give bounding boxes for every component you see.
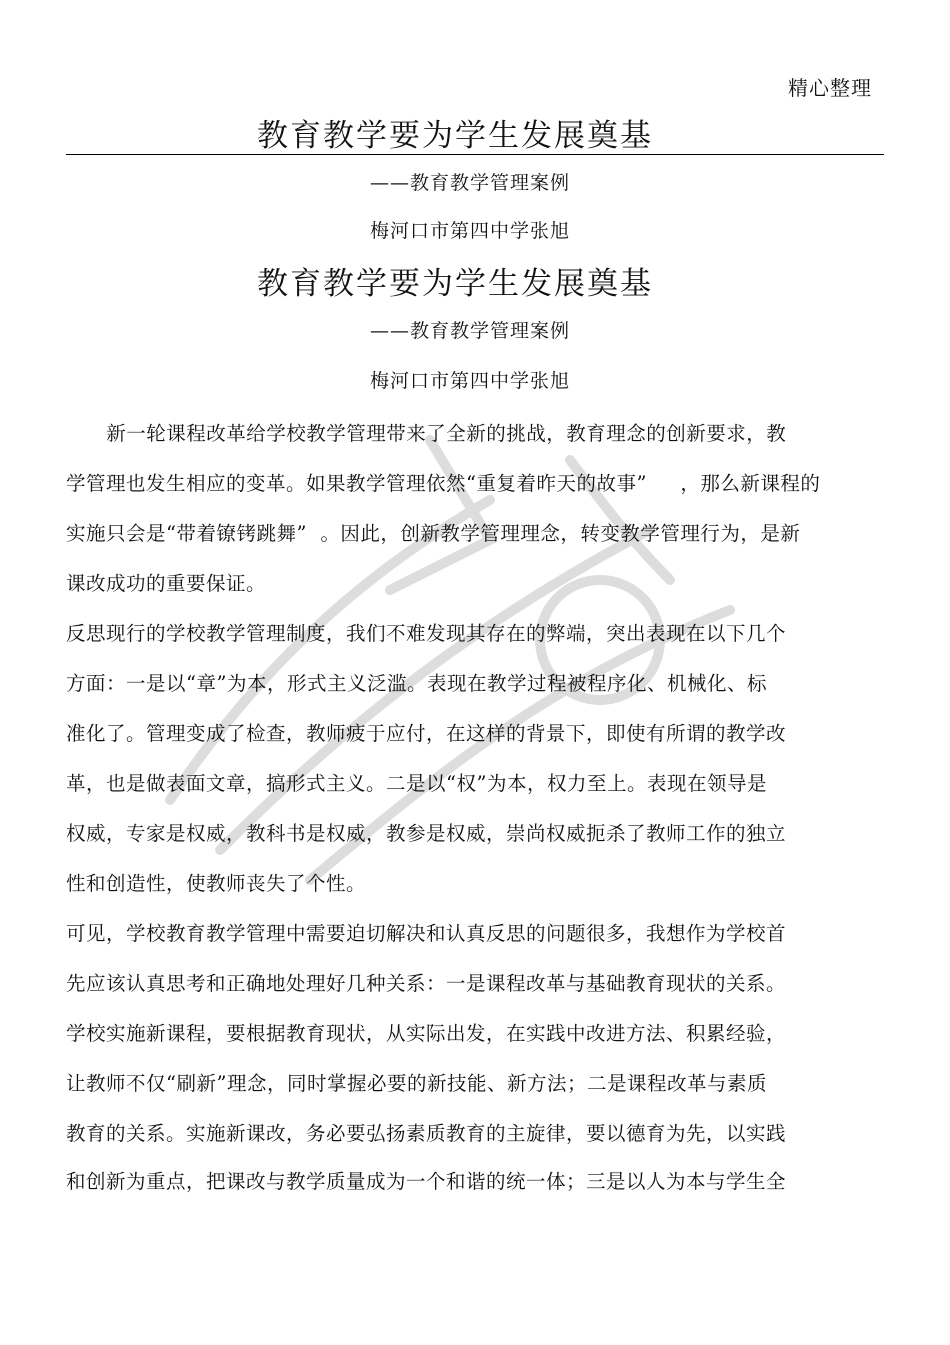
document-author-repeat: 梅河口市第四中学张旭 — [369, 370, 570, 392]
document-subtitle-repeat: ——教育教学管理案例 — [369, 320, 570, 342]
body-line: 新一轮课程改革给学校教学管理带来了全新的挑战，教育理念的创新要求，教 — [66, 422, 787, 445]
body-line: 学管理也发生相应的变革。如果教学管理依然“重复着昨天的故事” ，那么新课程的 — [66, 472, 821, 495]
body-line: 课改成功的重要保证。 — [66, 572, 267, 595]
title-rule — [66, 154, 884, 155]
body-line: 可见，学校教育教学管理中需要迫切解决和认真反思的问题很多，我想作为学校首 — [66, 922, 787, 945]
document-subtitle: ——教育教学管理案例 — [369, 172, 570, 194]
body-line: 准化了。管理变成了检查，教师疲于应付，在这样的背景下，即使有所谓的教学改 — [66, 722, 787, 745]
body-line: 教育的关系。实施新课改，务必要弘扬素质教育的主旋律，要以德育为先，以实践 — [66, 1122, 787, 1145]
body-line: 革，也是做表面文章，搞形式主义。二是以“权”为本，权力至上。表现在领导是 — [66, 772, 767, 795]
body-line: 让教师不仅“刷新”理念，同时掌握必要的新技能、新方法；二是课程改革与素质 — [66, 1072, 767, 1095]
document-title: 教育教学要为学生发展奠基 — [257, 118, 653, 154]
body-line: 和创新为重点，把课改与教学质量成为一个和谐的统一体；三是以人为本与学生全 — [66, 1170, 787, 1193]
document-title-repeat: 教育教学要为学生发展奠基 — [257, 266, 653, 302]
body-line: 性和创造性，使教师丧失了个性。 — [66, 872, 367, 895]
body-line: 实施只会是“带着镣铐跳舞” 。因此，创新教学管理理念，转变教学管理行为，是新 — [66, 522, 801, 545]
body-line: 先应该认真思考和正确地处理好几种关系：一是课程改革与基础教育现状的关系。 — [66, 972, 787, 995]
document-author: 梅河口市第四中学张旭 — [369, 220, 570, 242]
header-note: 精心整理 — [788, 76, 872, 100]
body-line: 权威，专家是权威，教科书是权威，教参是权威，崇尚权威扼杀了教师工作的独立 — [66, 822, 787, 845]
body-line: 反思现行的学校教学管理制度，我们不难发现其存在的弊端，突出表现在以下几个 — [66, 622, 787, 645]
body-line: 方面：一是以“章”为本，形式主义泛滥。表现在教学过程被程序化、机械化、标 — [66, 672, 767, 695]
body-line: 学校实施新课程，要根据教育现状，从实际出发，在实践中改进方法、积累经验， — [66, 1022, 787, 1045]
